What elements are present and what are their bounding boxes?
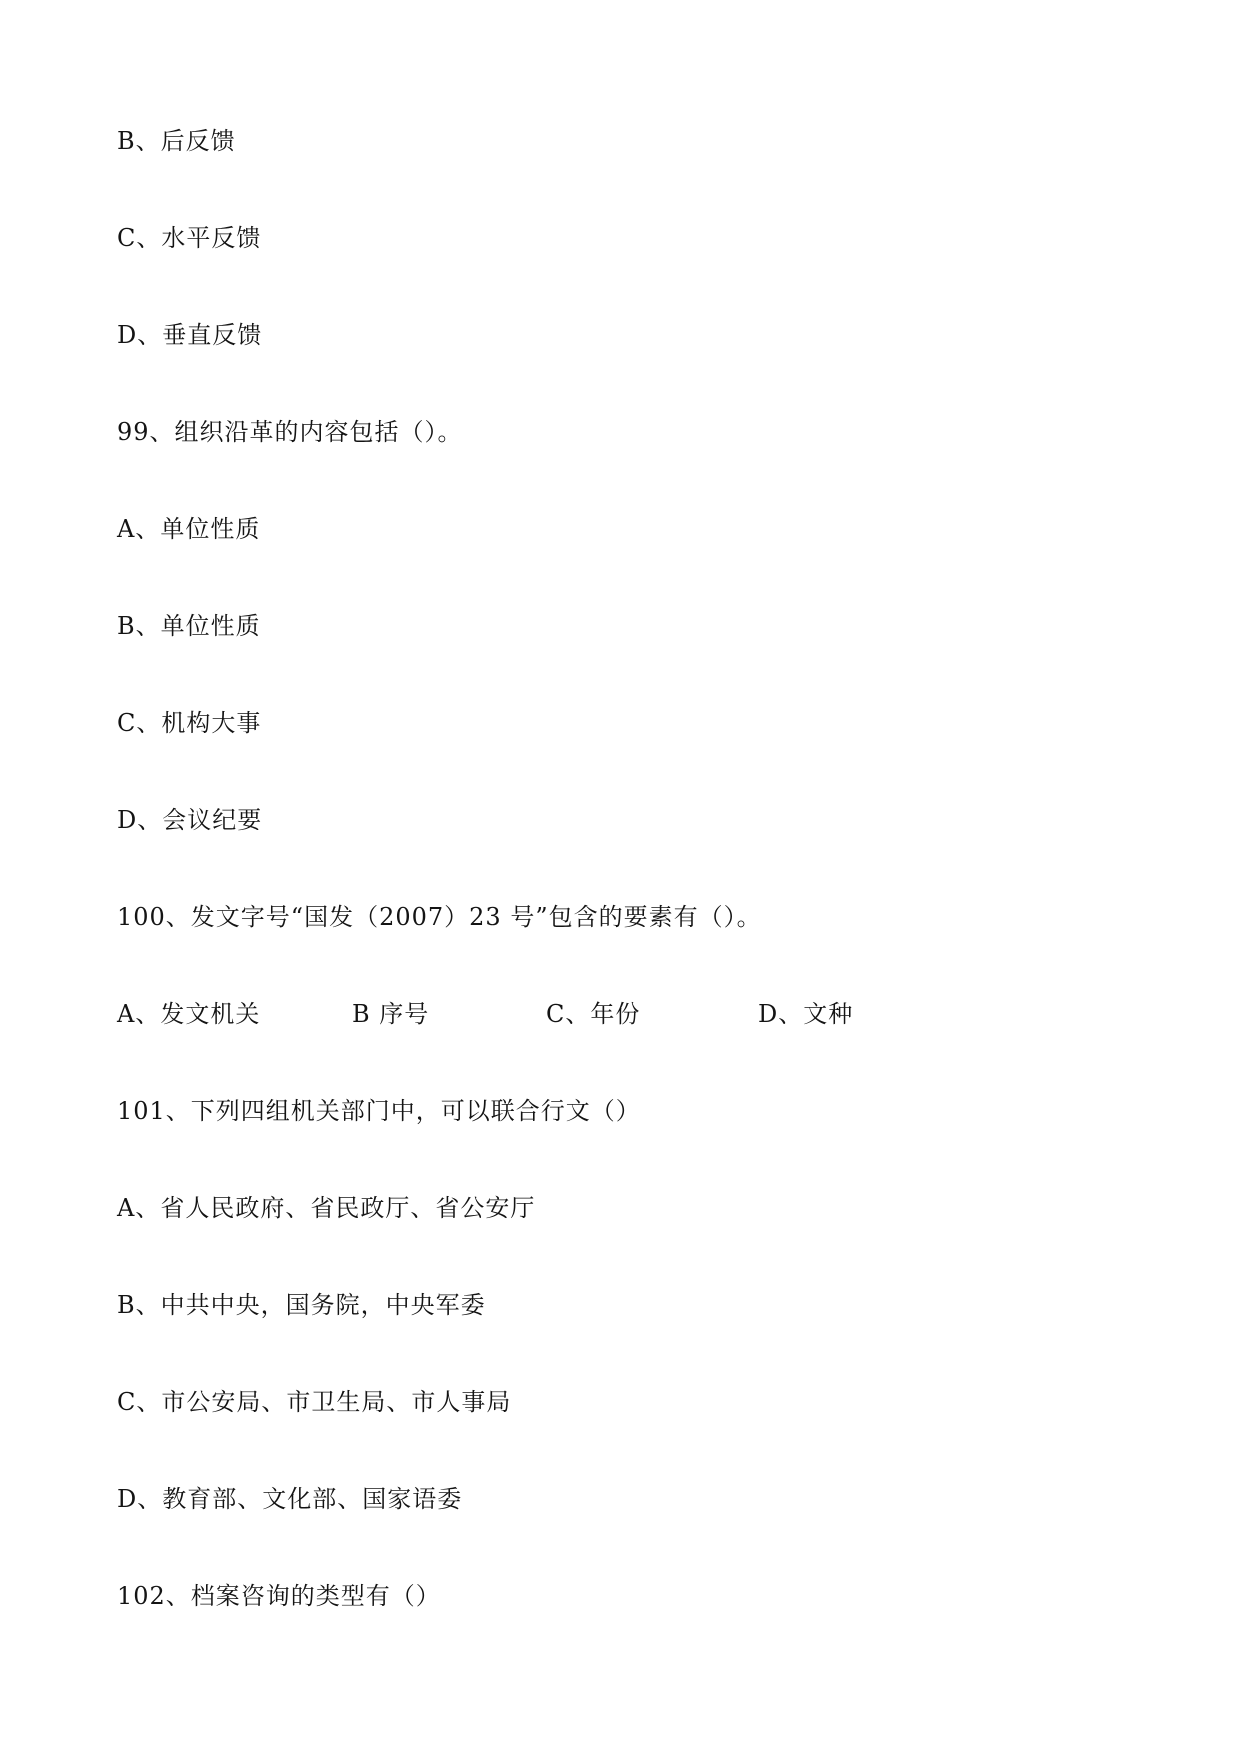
question-line: 101、下列四组机关部门中，可以联合行文（）: [117, 1097, 641, 1125]
option-line: D、文种: [758, 1000, 854, 1028]
option-line: A、单位性质: [117, 515, 261, 543]
option-line: B、中共中央，国务院，中央军委: [117, 1291, 486, 1319]
option-line: D、会议纪要: [117, 806, 263, 834]
option-line: D、教育部、文化部、国家语委: [117, 1485, 463, 1513]
question-line: 102、档案咨询的类型有（）: [117, 1582, 441, 1610]
option-line: C、机构大事: [117, 709, 262, 737]
option-line: A、省人民政府、省民政厅、省公安厅: [117, 1194, 536, 1222]
option-line: D、垂直反馈: [117, 321, 263, 349]
question-line: 100、发文字号“国发（2007）23 号”包含的要素有（）。: [117, 903, 762, 931]
option-line: C、市公安局、市卫生局、市人事局: [117, 1388, 512, 1416]
option-line: B、后反馈: [117, 127, 236, 155]
option-line: C、年份: [546, 1000, 641, 1028]
option-line: B、单位性质: [117, 612, 261, 640]
option-line: A、发文机关: [117, 1000, 261, 1028]
option-line: B 序号: [352, 1000, 430, 1028]
option-line: C、水平反馈: [117, 224, 262, 252]
inline-options-row: [0, 998, 1240, 1030]
question-line: 99、组织沿革的内容包括（）。: [117, 418, 463, 446]
